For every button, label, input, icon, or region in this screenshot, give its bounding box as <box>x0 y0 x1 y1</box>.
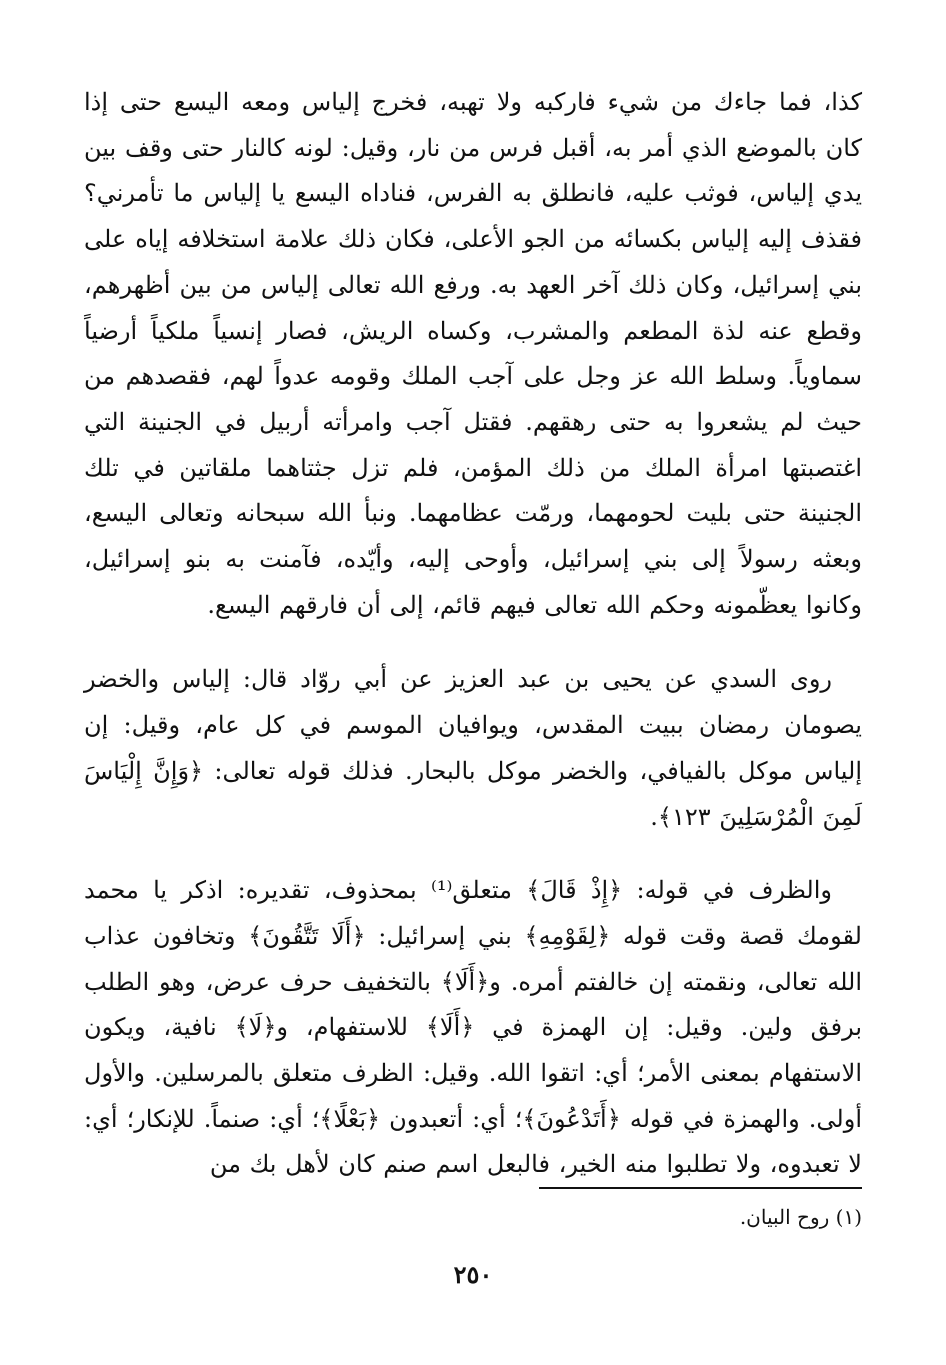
footnote-separator <box>539 1187 862 1189</box>
footnote: (١) روح البيان. <box>739 1205 862 1229</box>
body-paragraph-1: كذا، فما جاءك من شيء فاركبه ولا تهبه، فخرج إلياس ومعه اليسع حتى إذا كان بالموضع الذي أمر به، أقبل فرس من نار، وقيل: لونه كالنار حتى وقف بين يدي إلياس، فوثب عليه، فانطلق به الفرس، فناداه اليسع يا إلياس ما تأمرني؟ فقذف إليه إلياس بكسائه من الجو الأعلى، فكان ذلك علامة استخلافه إياه على بني إسرائيل، وكان ذلك آخر العهد به. ورفع الله تعالى إلياس من بين أظهرهم، وقطع عنه لذة المطعم والمشرب، وكساه الريش، فصار إنسياً ملكياً أرضياً سماوياً. وسلط الله عز وجل على آجب الملك وقومه عدواً لهم، فقصدهم من حيث لم يشعروا به حتى رهقهم. فقتل آجب وامرأته أربيل في الجنينة التي اغتصبتها امرأة الملك من ذلك المؤمن، فلم تزل جثتاهما ملقاتين في تلك الجنينة حتى بليت لحومهما، ورمّت عظامهما. ونبأ الله سبحانه وتعالى اليسع، وبعثه رسولاً إلى بني إسرائيل، وأوحى إليه، وأيّده، فآمنت به بنو إسرائيل، وكانوا يعظّمونه وحكم الله تعالى فيهم قائم، إلى أن فارقهم اليسع. <box>84 88 863 619</box>
body-paragraph-2: روى السدي عن يحيى بن عبد العزيز عن أبي روّاد قال: إلياس والخضر يصومان رمضان ببيت المقدس، ويوافيان الموسم في كل عام، وقيل: إن إلياس موكل بالفيافي، والخضر موكل بالبحار. فذلك قوله تعالى: ﴿وَإِنَّ إِلْيَاسَ لَمِنَ الْمُرْسَلِينَ ١٢٣﴾. <box>84 665 862 831</box>
body-paragraph-3: والظرف في قوله: ﴿إِذْ قَالَ﴾ متعلق⁽¹⁾ بمحذوف، تقديره: اذكر يا محمد لقومك قصة وقت قوله ﴿لِقَوْمِهِ﴾ بني إسرائيل: ﴿أَلَا تَتَّقُونَ﴾ وتخافون عذاب الله تعالى، ونقمته إن خالفتم أمره. و﴿أَلَا﴾ بالتخفيف حرف عرض، وهو الطلب برفق ولين. وقيل: إن الهمزة في ﴿أَلَا﴾ للاستفهام، و﴿لَا﴾ نافية، ويكون الاستفهام بمعنى الأمر؛ أي: اتقوا الله. وقيل: الظرف متعلق بالمرسلين. والأول أولى. والهمزة في قوله ﴿أَتَدْعُونَ﴾؛ أي: أتعبدون ﴿بَعْلًا﴾؛ أي: صنماً. للإنكار؛ أي: لا تعبدوه، ولا تطلبوا منه الخير، فالبعل اسم صنم كان لأهل بك من <box>84 876 862 1179</box>
page-number: ٢٥٠ <box>453 1260 493 1289</box>
document-page <box>84 80 862 1365</box>
